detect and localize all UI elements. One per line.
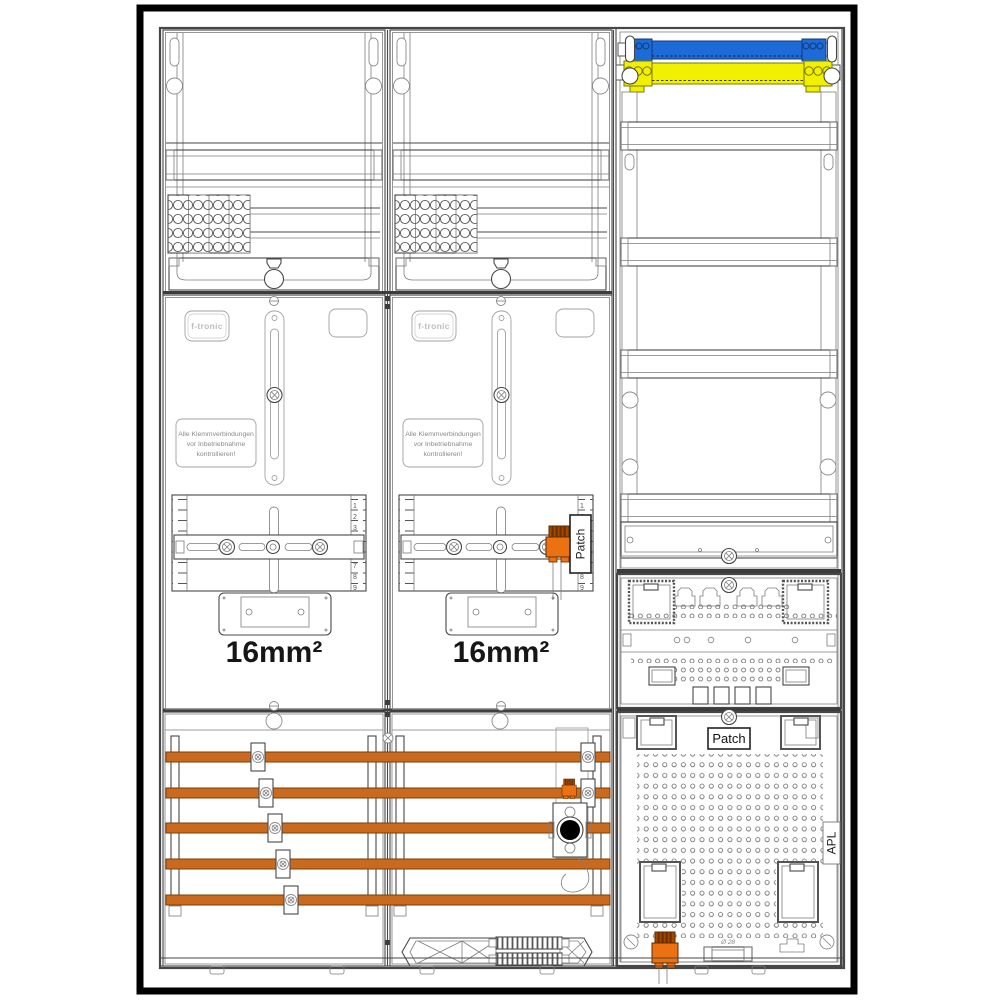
pe-busbar <box>616 61 840 92</box>
knockout-circle <box>266 713 282 729</box>
cable-gland <box>560 820 580 840</box>
vent-holes-row <box>631 656 835 663</box>
vent-holes-row <box>674 602 792 609</box>
vent-holes-row <box>629 611 837 618</box>
column-cover-panel <box>621 522 837 568</box>
perforated-panel <box>682 864 776 922</box>
knockout-bracket <box>704 947 752 961</box>
din-strip <box>623 634 835 646</box>
busbar-5 <box>166 895 610 905</box>
knockout-diameter-label: Ø 28 <box>720 939 736 946</box>
patch-connector-label: Patch <box>573 528 588 560</box>
meter-panel-center <box>390 295 612 712</box>
busbar-4 <box>166 859 610 869</box>
module-slots <box>693 687 771 704</box>
multimedia-section <box>617 574 841 708</box>
busbar-3 <box>166 823 610 833</box>
vent-holes-row <box>663 666 791 673</box>
busbar-1 <box>166 752 610 762</box>
apl-label: APL <box>824 831 839 855</box>
knockout-circle <box>492 713 508 729</box>
meter-cabinet-drawing: f-tronic Alle Klemmverbindungen vor Inbetriebnahme kontrollieren! 7 8 16mm² Patch Patch APL Ø 28 <box>0 0 1000 1000</box>
terminal-comb <box>489 937 569 965</box>
distribution-column <box>616 28 842 984</box>
apl-pad-top-right <box>781 716 820 749</box>
apl-cutout-right <box>778 862 818 922</box>
apl-patch-connector <box>652 932 678 968</box>
apl-section <box>617 710 841 985</box>
busbar-2 <box>166 788 610 798</box>
apl-pad-top-left <box>637 716 676 749</box>
side-channels <box>622 92 836 494</box>
meter-panel-left <box>163 295 385 712</box>
patch-panel-label: Patch <box>712 731 746 746</box>
bottom-truss <box>402 937 592 966</box>
top-field-center-panel <box>390 30 612 295</box>
apl-cutout-left <box>640 862 680 922</box>
step-bracket <box>780 939 804 952</box>
vent-holes-row <box>663 676 791 683</box>
neutral-busbar <box>618 39 834 61</box>
top-field-left-panel <box>163 30 385 295</box>
perforated-panel <box>637 754 823 864</box>
